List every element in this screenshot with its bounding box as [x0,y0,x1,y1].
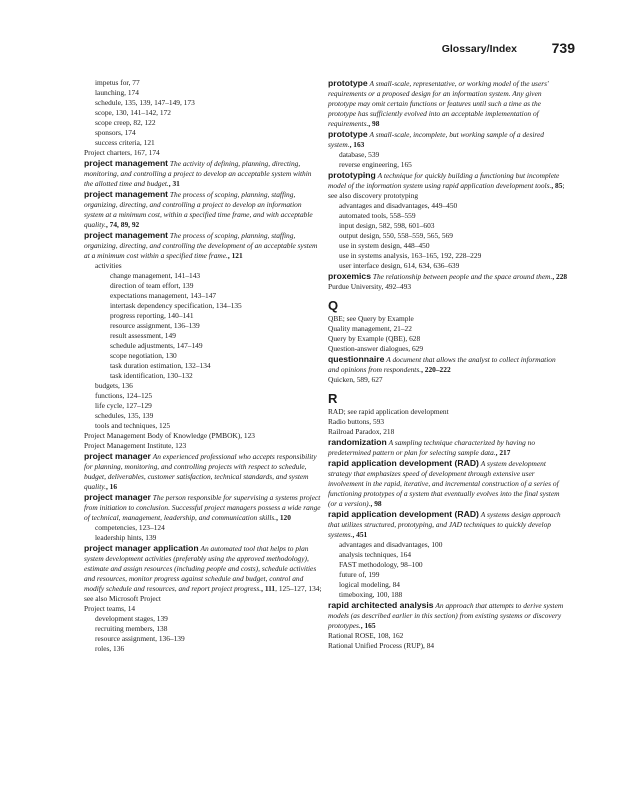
index-subsubentry: scope negotiation, 130 [110,351,177,360]
glossary-pages: , 85 [551,181,563,190]
glossary-definition: The process of scoping, planning, staffing, organizing, directing, and controlling the development of an acceptable system at a minimum cost within a specified time frame. [84,231,318,260]
glossary-pages: , 451 [352,530,368,539]
glossary-pages: , 16 [105,482,118,491]
index-subentry: tools and techniques, 125 [95,421,171,430]
index-entry: Rational ROSE, 108, 162 [328,631,404,640]
glossary-definition: An automated tool that helps to plan system development activities (preferably using the approved methodology), estimate and assign resources (including people and costs), schedule activities and resources, monitor progress against schedule and budget, control and modify schedule and resources, and report project progress. [84,544,317,593]
glossary-definition: An experienced professional who accepts responsibility for planning, monitoring, and controlling projects with respect to schedule, budget, deliverables, customer satisfaction, technical standards, and system quality. [84,452,317,491]
glossary-entry [84,158,322,189]
glossary-pages: , 111 [261,584,276,593]
glossary-pages: , 121 [227,251,243,260]
index-subsubentry: change management, 141–143 [110,271,201,280]
running-header-title: Glossary/Index [441,43,517,55]
glossary-pages: , 74, 89, 92 [105,220,140,229]
index-subentry: use in systems analysis, 163–165, 192, 228–229 [339,251,482,260]
index-entry: Query by Example (QBE), 628 [328,334,421,343]
glossary-term: project manager [84,451,151,461]
glossary-term: rapid architected analysis [328,600,434,610]
index-subentry: input design, 582, 598, 601–603 [339,221,435,230]
glossary-pages: , 163 [349,140,365,149]
glossary-definition: The activity of defining, planning, directing, monitoring, and controlling a project to develop an acceptable system within the allotted time and budget. [84,159,312,188]
glossary-definition: A document that allows the analyst to collect information and opinions from respondents. [328,355,556,374]
glossary-entry [328,437,568,458]
glossary-term: prototype [328,129,368,139]
index-subentry: reverse engineering, 165 [339,160,412,169]
index-entry: Quicken, 589, 627 [328,375,383,384]
index-entry: Project Management Body of Knowledge (PMBOK), 123 [84,431,255,440]
glossary-entry [328,78,568,129]
glossary-definition: A small-scale, incomplete, but working sample of a desired system. [328,130,544,149]
glossary-term: proxemics [328,271,371,281]
glossary-term: project management [84,189,169,199]
index-subentry: competencies, 123–124 [95,523,165,532]
glossary-entry [328,170,568,201]
glossary-definition: A small-scale, representative, or working model of the users' requirements or a proposed design for an information system. Any given prototype may omit certain functions or features until such a time as the prototype has sufficiently evolved into an acceptable implementation of requirements. [328,79,549,128]
index-subentry: advantages and disadvantages, 100 [339,540,443,549]
index-subentry: use in system design, 448–450 [339,241,430,250]
glossary-pages: , 217 [495,448,511,457]
index-subsubentry: progress reporting, 140–141 [110,311,194,320]
glossary-term: project manager application [84,543,199,553]
glossary-entry [84,451,322,492]
glossary-entry [84,543,322,604]
index-entry: QBE; see Query by Example [328,314,414,323]
glossary-definition: A technique for quickly building a functioning but incomplete model of the information system using rapid application development tools. [328,171,560,190]
page-number: 739 [551,40,575,56]
index-subentry: scope creep, 82, 122 [95,118,156,127]
glossary-extra-refs: , 125–127, 134; see also Microsoft Project [84,584,322,603]
index-subentry: success criteria, 121 [95,138,155,147]
index-subsubentry: resource assignment, 136–139 [110,321,200,330]
glossary-term: questionnaire [328,354,385,364]
index-entry: Project Management Institute, 123 [84,441,187,450]
index-subentry: database, 539 [339,150,380,159]
index-subsubentry: schedule adjustments, 147–149 [110,341,203,350]
index-subentry: logical modeling, 84 [339,580,400,589]
glossary-pages: , 98 [370,499,382,508]
glossary-entry [328,271,568,282]
glossary-definition: A sampling technique characterized by having no predetermined pattern or plan for selecting sample data. [328,438,536,457]
glossary-term: prototype [328,78,368,88]
glossary-definition: A systems design approach that utilizes structured, prototyping, and JAD techniques to quickly develop systems. [328,510,561,539]
glossary-extra-refs: ; see also discovery prototyping [328,181,565,200]
glossary-definition: The person responsible for supervising a systems project from initiation to conclusion. Successful project managers possess a wide range of technical, management, leadership, and communication skills. [84,493,321,522]
index-subentry: functions, 124–125 [95,391,153,400]
index-subentry: development stages, 139 [95,614,168,623]
index-column-right [328,78,568,651]
index-subentry: automated tools, 558–559 [339,211,416,220]
index-subsubentry: task identification, 130–132 [110,371,193,380]
index-subentry: roles, 136 [95,644,125,653]
glossary-entry [328,354,568,375]
glossary-entry [328,509,568,540]
index-subentry: schedules, 135, 139 [95,411,154,420]
index-section-letter: R [328,391,338,406]
index-subsubentry: task duration estimation, 132–134 [110,361,211,370]
glossary-entry [84,492,322,523]
index-subentry: activities [95,261,122,270]
index-subsubentry: direction of team effort, 139 [110,281,194,290]
index-subsubentry: intertask dependency specification, 134–135 [110,301,242,310]
glossary-term: rapid application development (RAD) [328,458,479,468]
glossary-entry [328,458,568,509]
index-entry: Purdue University, 492–493 [328,282,412,291]
glossary-pages: , 165 [360,621,376,630]
index-entry: Radio buttons, 593 [328,417,385,426]
index-entry: Railroad Paradox, 218 [328,427,395,436]
glossary-term: project management [84,158,169,168]
glossary-term: randomization [328,437,387,447]
glossary-term: prototyping [328,170,376,180]
glossary-pages: , 120 [276,513,291,522]
glossary-term: project manager [84,492,151,502]
glossary-term: rapid application development (RAD) [328,509,479,519]
glossary-pages: , 220–222 [421,365,451,374]
index-subentry: advantages and disadvantages, 449–450 [339,201,458,210]
index-entry: Project charters, 167, 174 [84,148,160,157]
index-subentry: resource assignment, 136–139 [95,634,185,643]
glossary-definition: The relationship between people and the space around them. [372,272,553,281]
index-subsubentry: result assessment, 149 [110,331,176,340]
index-subentry: schedule, 135, 139, 147–149, 173 [95,98,195,107]
index-subentry: impetus for, 77 [95,78,140,87]
index-subentry: leadership hints, 139 [95,533,157,542]
index-entry: Rational Unified Process (RUP), 84 [328,641,435,650]
index-subentry: budgets, 136 [95,381,133,390]
index-subentry: scope, 130, 141–142, 172 [95,108,171,117]
index-subentry: timeboxing, 100, 188 [339,590,403,599]
glossary-entry [328,600,568,631]
glossary-entry [328,129,568,150]
index-entry: RAD; see rapid application development [328,407,449,416]
index-subentry: life cycle, 127–129 [95,401,152,410]
index-subentry: FAST methodology, 98–100 [339,560,423,569]
index-entry: Question-answer dialogues, 629 [328,344,424,353]
glossary-definition: A system development strategy that emphasizes speed of development through extensive user involvement in the rapid, iterative, and incremental construction of a series of functioning prototypes of a system that eventually evolves into the final system (or a version). [328,459,560,508]
glossary-pages: , 98 [368,119,380,128]
index-subentry: analysis techniques, 164 [339,550,412,559]
index-column-left [84,78,322,654]
index-subentry: recruiting members, 138 [95,624,168,633]
index-subentry: launching, 174 [95,88,139,97]
index-section-letter: Q [328,298,339,313]
glossary-definition: An approach that attempts to derive system models (as described earlier in this section) from existing systems or discovery prototypes. [328,601,564,630]
index-subentry: sponsors, 174 [95,128,136,137]
glossary-pages: , 228 [552,272,568,281]
glossary-definition: The process of scoping, planning, staffing, organizing, directing, and controlling a project to develop an information system at a minimum cost, within a specified time frame, and with acceptable quality. [84,190,313,229]
glossary-pages: , 31 [168,179,180,188]
index-subsubentry: expectations management, 143–147 [110,291,217,300]
index-subentry: user interface design, 614, 634, 636–639 [339,261,460,270]
index-entry: Project teams, 14 [84,604,136,613]
index-subentry: future of, 199 [339,570,380,579]
index-subentry: output design, 550, 558–559, 565, 569 [339,231,453,240]
glossary-term: project management [84,230,169,240]
glossary-entry [84,189,322,230]
index-entry: Quality management, 21–22 [328,324,412,333]
glossary-entry [84,230,322,261]
